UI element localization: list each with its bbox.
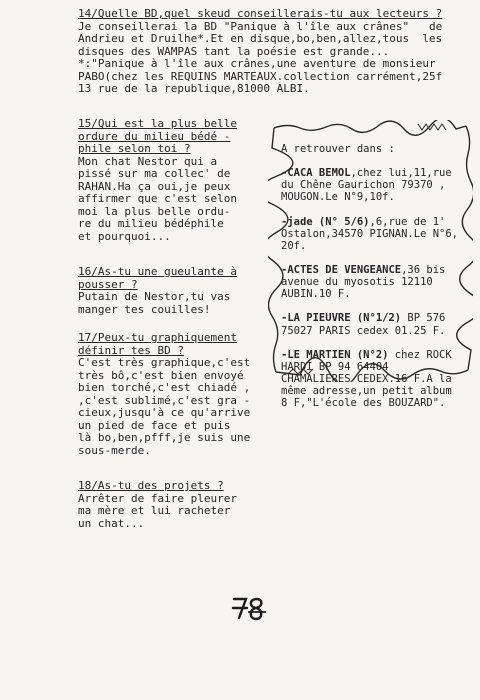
handwritten-page-number (230, 594, 270, 624)
question-15 (78, 118, 263, 243)
answer-14-line: Andrieu et Druilhe*.Et en disque,bo,ben,allez,tous les (78, 32, 443, 45)
entry-jade-name: -jade (N° 5/6) (281, 215, 370, 228)
box-intro: A retrouver dans : (281, 143, 395, 156)
question-17 (78, 332, 278, 457)
entry-caca-bemol-address: ,chez lui,11,rue du Chêne Gaurichon 79370 , MOUGON.Le N°9,10f. (281, 167, 452, 204)
question-15-title: 15/Qui est la plus belle ordure du milieu bédé - phile selon toi ? (78, 117, 237, 155)
answer-17: C'est très graphique,c'est très bô,c'est bien envoyé bien torché,c'est chiadé , ,c'est sublimé,c'est gra - cieux,jusqu'à ce qu'arrive un pied de face et puis là bo,ben,pfff,je suis une sous-merde. (78, 356, 251, 457)
question-16 (78, 266, 263, 316)
question-16-title: 16/As-tu une gueulante à pousser ? (78, 265, 237, 291)
answer-14-line: disques des WAMPAS tant la poésie est grande... (78, 44, 390, 58)
answer-15: Mon chat Nestor qui a pissé sur ma collec' de RAHAN.Ha ça oui,je peux affirmer que c'est selon moi la plus belle ordu- re du milieu bédéphile et pourquoi... (78, 154, 237, 243)
where-to-find-box (268, 120, 473, 410)
entry-actes-de-vengeance-name: -ACTES DE VENGEANCE (281, 264, 402, 277)
answer-18: Arrêter de faire pleurer ma mère et lui racheter un chat... (78, 491, 237, 530)
box-content (281, 131, 473, 409)
answer-16: Putain de Nestor,tu vas manger tes couilles! (78, 290, 231, 316)
page-number (230, 594, 270, 624)
entry-jade-address: ,6,rue de 1' Ostalon,34570 PIGNAN.Le N°6, 20f. (281, 215, 459, 252)
question-17-title: 17/Peux-tu graphiquement définir tes BD ? (78, 331, 237, 357)
entry-la-pieuvre-name: -LA PIEUVRE (N°1/2) (281, 312, 402, 325)
entry-le-martien-name: -LE MARTIEN (N°2) (281, 348, 389, 361)
question-18-title: 18/As-tu des projets ? (78, 479, 224, 492)
entry-le-martien-address: chez ROCK HARDI BP 94 64404 CHAMALIERES CEDEX.16 F.A la même adresse,un petit album 8 F,"L'école des BOUZARD". (281, 348, 452, 410)
question-14-title: 14/Quelle BD,quel skeud conseillerais-tu aux lecteurs ? (78, 7, 443, 20)
answer-14-line: Je conseillerai la BD "Panique à l'île aux crânes" de (78, 19, 443, 33)
entry-la-pieuvre-address: BP 576 75027 PARIS cedex 01.25 F. (281, 312, 446, 337)
answer-14-line: PABO(chez les REQUINS MARTEAUX.collection carrément,25f (78, 69, 443, 83)
entry-actes-de-vengeance-address: ,36 bis avenue du myosotis 12110 AUBIN.10 F. (281, 264, 446, 301)
entry-caca-bemol-name: -CACA BEMOL (281, 167, 351, 180)
answer-14-line: *:"Panique à l'île aux crânes,une aventure de monsieur (78, 57, 436, 70)
question-14 (78, 8, 473, 96)
answer-14-line: 13 rue de la republique,81000 ALBI. (78, 82, 310, 95)
question-18 (78, 480, 278, 530)
